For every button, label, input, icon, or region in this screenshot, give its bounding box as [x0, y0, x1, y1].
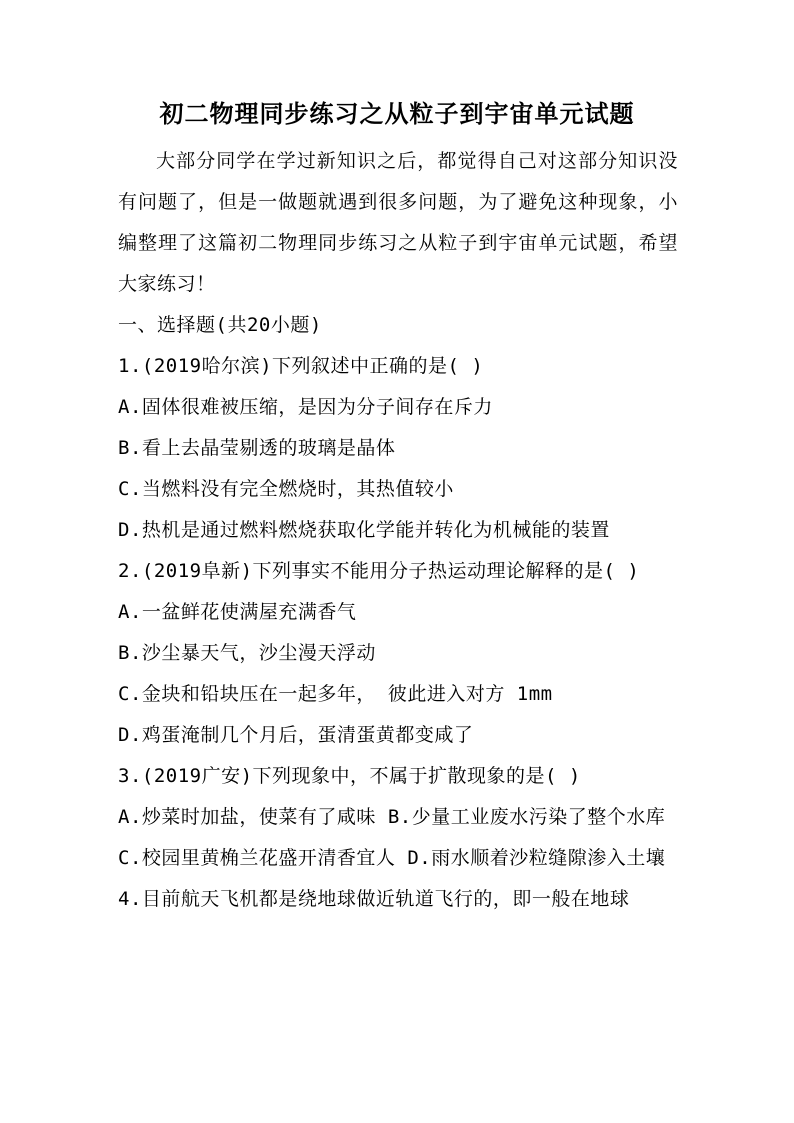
question-1-option-a: A.固体很难被压缩，是因为分子间存在斥力: [118, 396, 493, 418]
intro-paragraph: 大部分同学在学过新知识之后，都觉得自己对这部分知识没有问题了，但是一做题就遇到很多问题，为了避免这种现象，小编整理了这篇初二物理同步练习之从粒子到宇宙单元试题，希望大家练习！: [118, 150, 678, 295]
document-title: 初二物理同步练习之从粒子到宇宙单元试题: [159, 100, 635, 128]
question-2-stem: 2.(2019阜新)下列事实不能用分子热运动理论解释的是( ): [118, 560, 640, 582]
question-3-options-ab: A.炒菜时加盐，使菜有了咸味 B.少量工业废水污染了整个水库: [118, 806, 666, 828]
question-1-stem: 1.(2019哈尔滨)下列叙述中正确的是( ): [118, 355, 484, 377]
question-3-options-cd: C.校园里黄桷兰花盛开清香宜人 D.雨水顺着沙粒缝隙渗入土壤: [118, 847, 666, 869]
document-body: [118, 141, 678, 920]
question-3-stem: 3.(2019广安)下列现象中，不属于扩散现象的是( ): [118, 765, 581, 787]
question-2-option-c: C.金块和铅块压在一起多年， 彼此进入对方 1mm: [118, 683, 553, 705]
question-1-option-b: B.看上去晶莹剔透的玻璃是晶体: [118, 437, 396, 459]
question-2-option-a: A.一盆鲜花使满屋充满香气: [118, 601, 357, 623]
question-2-option-d: D.鸡蛋淹制几个月后，蛋清蛋黄都变咸了: [118, 724, 474, 746]
question-1-option-c: C.当燃料没有完全燃烧时，其热值较小: [118, 478, 454, 500]
section-heading: 一、选择题(共20小题): [118, 314, 322, 336]
question-1-option-d: D.热机是通过燃料燃烧获取化学能并转化为机械能的装置: [118, 519, 610, 541]
question-4-stem: 4.目前航天飞机都是绕地球做近轨道飞行的，即一般在地球: [118, 888, 630, 910]
question-2-option-b: B.沙尘暴天气，沙尘漫天浮动: [118, 642, 376, 664]
